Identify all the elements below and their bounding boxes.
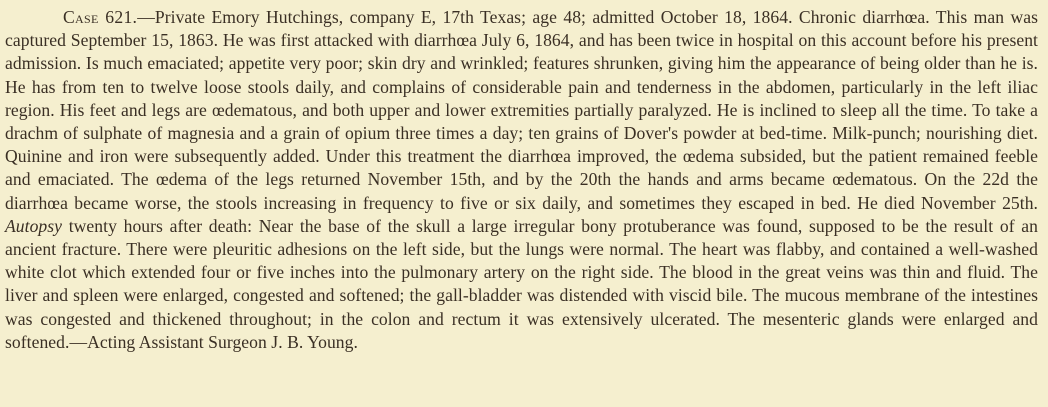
case-history-text: —Private Emory Hutchings, company E, 17th Texas; age 48; admitted October 18, 1864. Chronic diarrhœa. This man was captured September 15, 1863. He was first attacked with diarrhœa July 6, 1864, and has been twice in hospital on this account before his present admission. Is much emaciated; appetite very poor; skin dry and wrinkled; features shrunken, giving him the appearance of being older than he is. He has from ten to twelve loose stools daily, and complains of considerable pain and tenderness in the abdomen, particularly in the left iliac region. His feet and legs are œdematous, and both upper and lower extremities partially paralyzed. He is inclined to sleep all the time. To take a drachm of sulphate of magnesia and a grain of opium three times a day; ten grains of Dover's powder at bed-time. Milk-punch; nourishing diet. Quinine and iron were subsequently added. Under this treatment the diarrhœa improved, the œdema subsided, but the patient remained feeble and emaciated. The œdema of the legs returned November 15th, and by the 20th the hands and arms became œdematous. On the 22d the diarrhœa became worse, the stools increasing in frequency to five or six daily, and sometimes they escaped in bed. He died November 25th. <box>5 7 1038 213</box>
autopsy-label: Autopsy <box>5 215 63 236</box>
case-report-paragraph <box>5 6 1038 354</box>
autopsy-findings-text: twenty hours after death: Near the base of the skull a large irregular bony protuberance was found, supposed to be the result of an ancient fracture. There were pleuritic adhesions on the left side, but the lungs were normal. The heart was flabby, and contained a well-washed white clot which extended four or five inches into the pulmonary artery on the right side. The blood in the great veins was thin and fluid. The liver and spleen were enlarged, congested and softened; the gall-bladder was distended with viscid bile. The mucous membrane of the intestines was congested and thickened throughout; in the colon and rectum it was extensively ulcerated. The mesenteric glands were enlarged and softened.—Acting Assistant Surgeon J. B. Young. <box>5 215 1038 352</box>
case-number: Case 621. <box>63 7 138 27</box>
